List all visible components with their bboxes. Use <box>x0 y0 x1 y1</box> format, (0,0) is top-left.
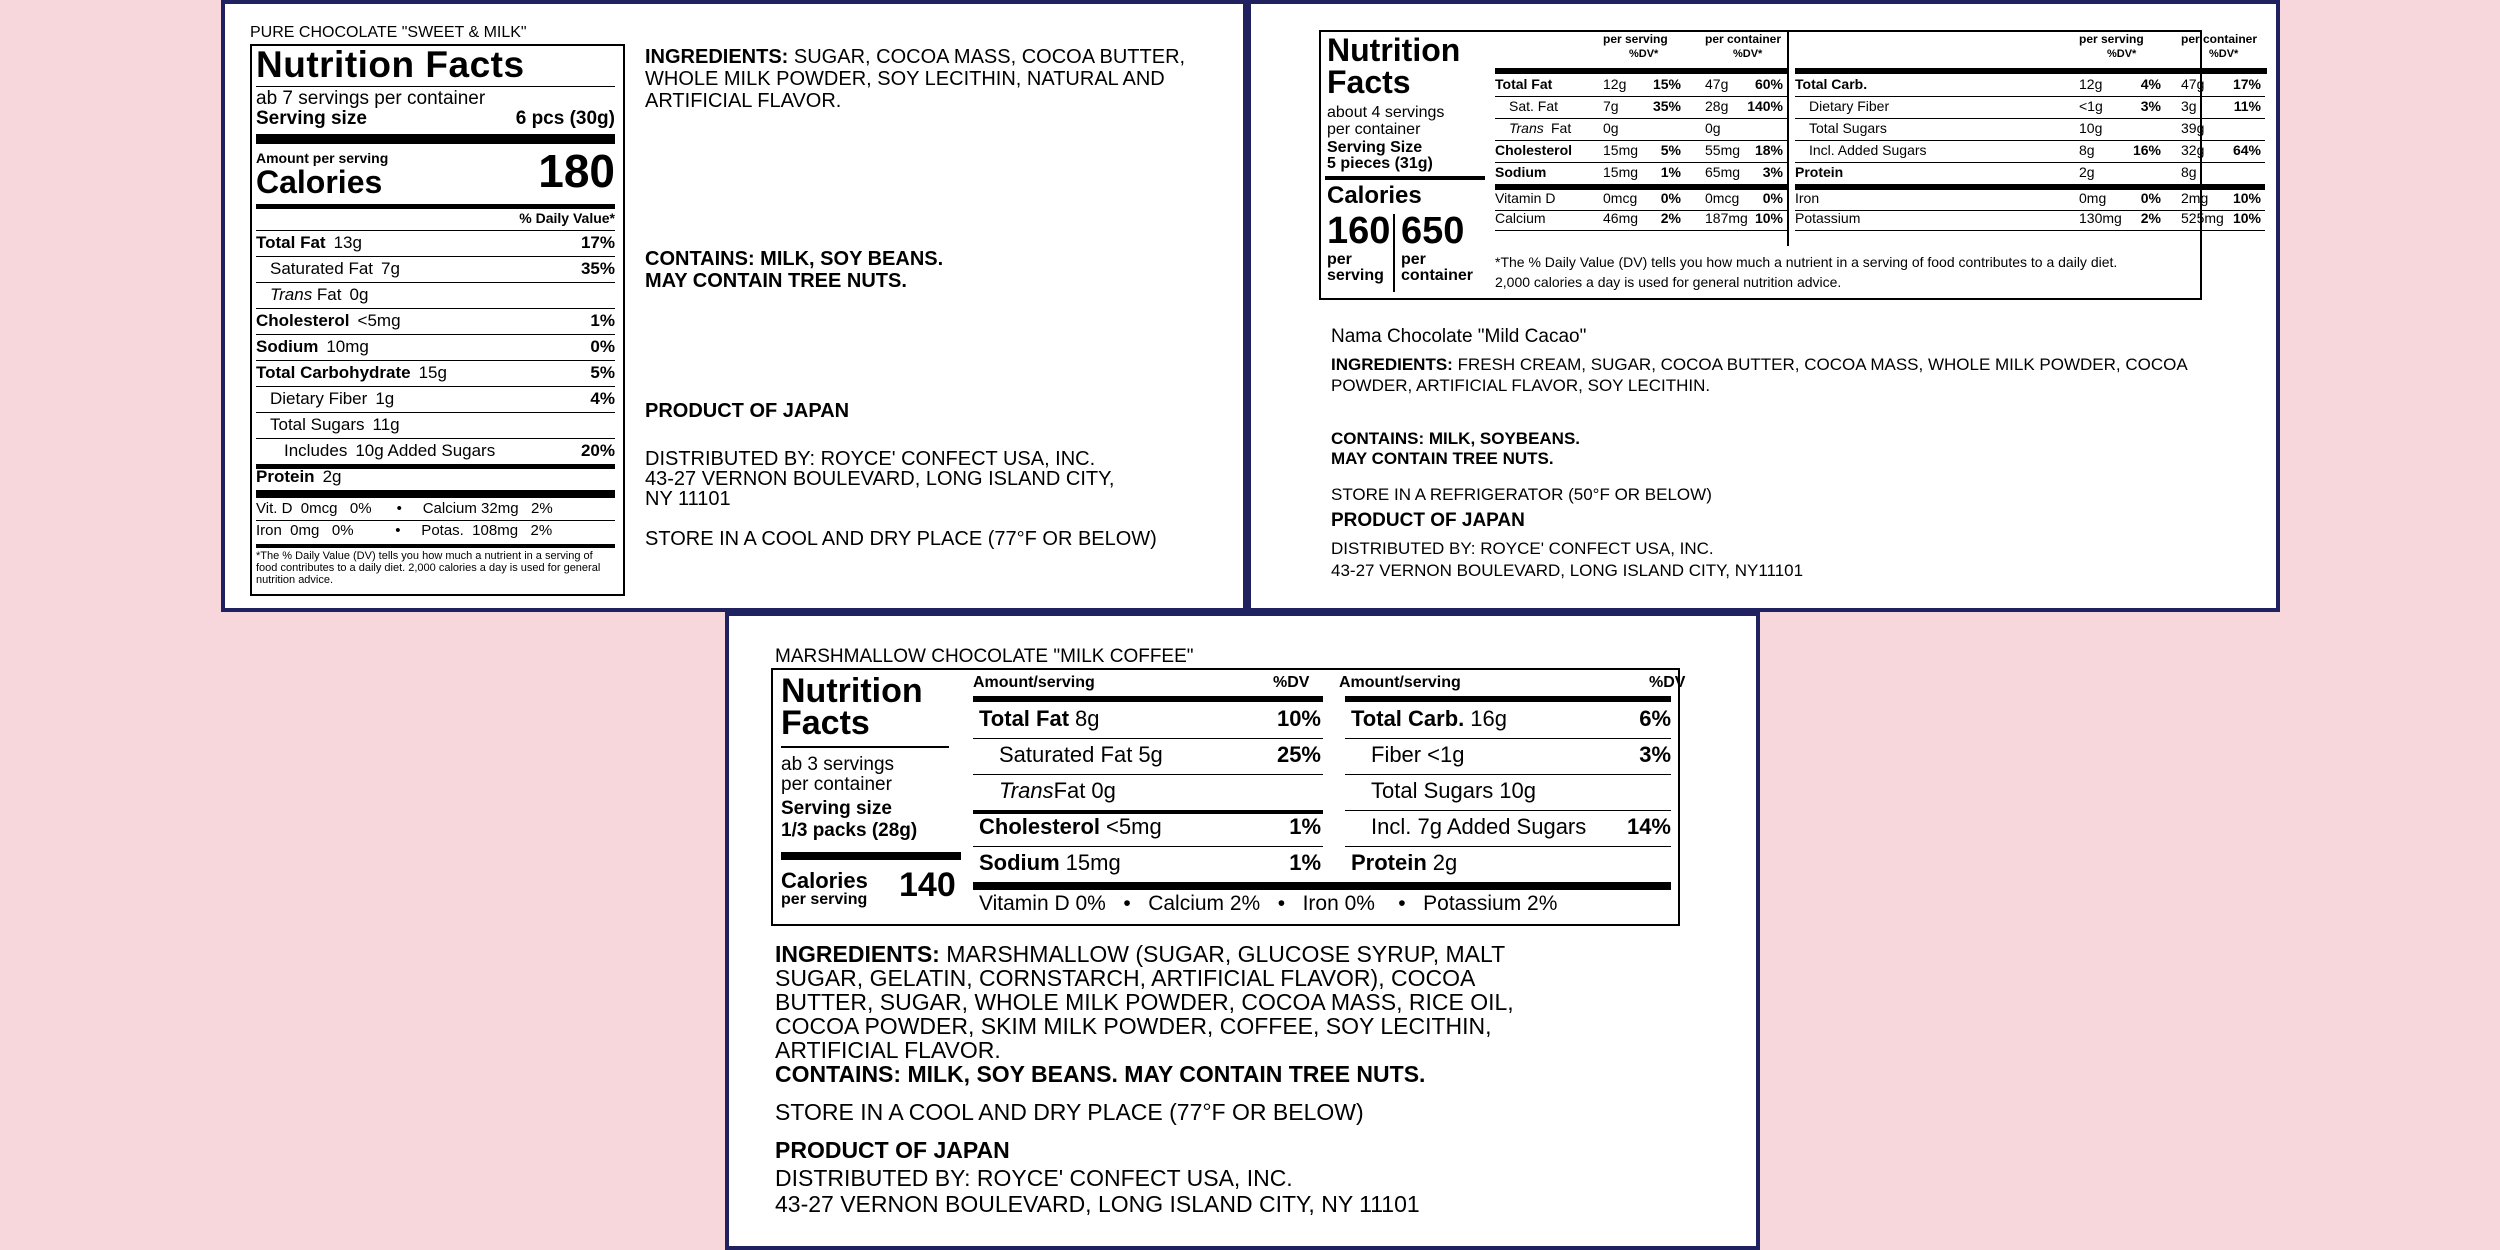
ingredients-block <box>645 46 1245 112</box>
nutrient-dv: 3% <box>1639 742 1671 767</box>
nutrient-label: Trans <box>270 285 313 304</box>
serving-dv: 35% <box>1652 98 1681 114</box>
product-title: Nama Chocolate "Mild Cacao" <box>1331 326 1587 347</box>
storage-instructions: STORE IN A REFRIGERATOR (50°F OR BELOW) <box>1331 485 1712 504</box>
servings-1: ab 3 servings <box>781 754 895 775</box>
dv-left: %DV <box>1273 674 1310 691</box>
serving-amount: 2g <box>2079 164 2095 180</box>
product-title: MARSHMALLOW CHOCOLATE "MILK COFFEE" <box>775 646 1194 667</box>
nutrition-facts-box <box>771 668 1686 926</box>
row-divider <box>1345 810 1671 811</box>
nutrient-dv: 1% <box>1289 850 1321 875</box>
serving-amount: 12g <box>2079 76 2103 92</box>
container-dv: 64% <box>2232 142 2261 158</box>
nutrient-dv: 4% <box>590 389 615 408</box>
nutrient-label: Total Fat <box>256 233 326 252</box>
hdr-dv-left-2: %DV* <box>1733 48 1763 60</box>
row-divider <box>1495 230 1787 231</box>
nutrient-label: Iron <box>1795 190 1820 206</box>
nutrient-amount: 0g <box>349 285 369 304</box>
row-divider <box>1795 230 2265 231</box>
nutrient-amount: 8g <box>1075 706 1100 731</box>
serving-dv: 2% <box>2140 210 2161 226</box>
row-divider <box>1795 140 2265 141</box>
nutrient-dv: 5% <box>590 363 615 382</box>
container-amount: 47g <box>1705 76 1729 92</box>
ingredients-line-4: COCOA POWDER, SKIM MILK POWDER, COFFEE, SOY LECITHIN, <box>775 1013 1492 1039</box>
distributor-line-3: NY 11101 <box>645 488 731 510</box>
storage-instructions: STORE IN A COOL AND DRY PLACE (77°F OR BELOW) <box>775 1099 1364 1125</box>
ingredients-block <box>1331 354 2231 396</box>
nutrient-amount: 10g <box>1499 778 1537 803</box>
row-divider <box>1495 96 1787 97</box>
serving-dv: 15% <box>1652 76 1681 92</box>
calories-label: Calories <box>781 868 868 893</box>
nutrient-amount: 15g <box>418 363 447 382</box>
serving-amount: 15mg <box>1603 142 1639 158</box>
header-bar-left <box>1495 68 1787 74</box>
label-pure-chocolate <box>221 0 1247 612</box>
nutrient-dv: 25% <box>1276 742 1321 767</box>
per-serving-2: serving <box>1327 267 1384 284</box>
container-amount: 3g <box>2181 98 2197 114</box>
ingredients-label: INGREDIENTS: <box>1331 355 1453 374</box>
nutrient-row <box>256 310 615 332</box>
nutrient-label: Vitamin D <box>1495 190 1556 206</box>
row-divider <box>1795 118 2265 119</box>
container-amount: 0mcg <box>1705 190 1740 206</box>
nutrient-label: Trans <box>999 778 1054 803</box>
container-dv: 17% <box>2232 76 2261 92</box>
container-amount: 32g <box>2181 142 2205 158</box>
nutrient-amount: 10mg <box>326 337 369 356</box>
label-nama-chocolate <box>1247 0 2280 612</box>
nf-heading-2: Facts <box>781 704 870 742</box>
nutrient-row <box>256 440 615 462</box>
distributor-line-2: 43-27 VERNON BOULEVARD, LONG ISLAND CITY, <box>645 468 1115 490</box>
nutrient-label: Dietary Fiber <box>270 389 368 408</box>
row-divider <box>1495 140 1787 141</box>
serving-amount: 46mg <box>1603 210 1639 226</box>
nutrient-amount: 13g <box>333 233 362 252</box>
container-dv: 10% <box>1754 210 1783 226</box>
contains-line: CONTAINS: MILK, SOY BEANS. MAY CONTAIN TREE NUTS. <box>775 1061 1426 1087</box>
nutrient-row <box>256 362 615 384</box>
nutrient-dv: 17% <box>580 233 615 252</box>
nf-heading-1: Nutrition <box>1327 32 1461 68</box>
product-title: PURE CHOCOLATE "SWEET & MILK" <box>250 24 527 41</box>
nutrient-label: Sat. Fat <box>1509 98 1559 114</box>
nutrient-amount: 16g <box>1470 706 1507 731</box>
servings-1: about 4 servings <box>1327 104 1445 121</box>
nutrient-label: Total Carbohydrate <box>256 363 411 382</box>
servings-2: per container <box>781 774 892 795</box>
hdr-dv-right-2: %DV* <box>2209 48 2239 60</box>
nutrient-row <box>256 466 615 488</box>
nutrient-row <box>256 388 615 410</box>
distributor-line-1: DISTRIBUTED BY: ROYCE' CONFECT USA, INC. <box>1331 539 1714 558</box>
hdr-per-container-left: per container <box>1705 32 1782 46</box>
nutrient-amount: 5g <box>1138 742 1163 767</box>
nutrient-label: Total Fat <box>1495 76 1553 92</box>
nutrient-label: Sodium <box>1495 164 1547 180</box>
row-divider <box>256 386 615 387</box>
container-amount: 0g <box>1705 120 1721 136</box>
hdr-dv-right-1: %DV* <box>2107 48 2137 60</box>
serving-dv: 0% <box>1660 190 1681 206</box>
nutrient-dv: 20% <box>580 441 615 460</box>
nutrient-dv: 0% <box>590 337 615 356</box>
nutrient-dv: 10% <box>1276 706 1321 731</box>
row-divider <box>1495 118 1787 119</box>
calories-value: 180 <box>538 145 615 197</box>
serving-dv: 3% <box>2140 98 2161 114</box>
nutrient-dv: 35% <box>580 259 615 278</box>
footnote-1: *The % Daily Value (DV) tells you how much a nutrient in a serving of food contributes to a daily diet. <box>1495 254 2118 270</box>
nutrient-label: Saturated Fat <box>270 259 374 278</box>
nutrient-label: Sodium <box>256 337 319 356</box>
row-divider <box>1345 774 1671 775</box>
nutrient-label: Cholesterol <box>256 311 350 330</box>
row-divider <box>256 256 615 257</box>
nutrient-label: Total Sugars <box>270 415 365 434</box>
nutrient-label: Total Fat <box>979 706 1070 731</box>
nutrient-dv: 1% <box>1289 814 1321 839</box>
servings-per-container: ab 7 servings per container <box>256 88 486 109</box>
row-divider <box>1795 162 2265 163</box>
serving-amount: <1g <box>2079 98 2103 114</box>
container-amount: 39g <box>2181 120 2205 136</box>
serving-amount: 8g <box>2079 142 2095 158</box>
nutrient-label: Total Sugars <box>1809 120 1887 136</box>
row-divider <box>1345 738 1671 739</box>
serving-amount: 7g <box>1603 98 1619 114</box>
contains-line-2: MAY CONTAIN TREE NUTS. <box>645 270 907 292</box>
nutrient-label: Incl. Added Sugars <box>1809 142 1927 158</box>
nutrition-facts-box <box>1319 30 2261 300</box>
nutrient-label: Potassium <box>1795 210 1861 226</box>
nutrient-label: Cholesterol <box>979 814 1101 839</box>
nutrient-label-suffix: Fat <box>312 285 342 304</box>
row-divider <box>1345 846 1671 847</box>
row-divider <box>256 438 615 439</box>
row-divider <box>973 738 1323 739</box>
calories-value: 140 <box>899 866 956 904</box>
serving-amount: 12g <box>1603 76 1627 92</box>
distributor-line-2: 43-27 VERNON BOULEVARD, LONG ISLAND CITY, NY11101 <box>1331 561 1804 580</box>
ingredients-line-1: MARSHMALLOW (SUGAR, GLUCOSE SYRUP, MALT <box>939 941 1506 967</box>
storage-instructions: STORE IN A COOL AND DRY PLACE (77°F OR BELOW) <box>645 528 1157 550</box>
serving-size-value: 6 pcs (30g) <box>515 108 615 129</box>
footnote: *The % Daily Value (DV) tells you how much a nutrient in a serving of food contributes to a daily diet. 2,000 calories a day is used for general nutrition advice. <box>256 550 601 586</box>
dv-right: %DV <box>1649 674 1686 691</box>
row-divider <box>256 360 615 361</box>
nutrient-label: Protein <box>1795 164 1844 180</box>
ingredients-text: FRESH CREAM, SUGAR, COCOA BUTTER, COCOA MASS, WHOLE MILK POWDER, COCOA POWDER, ARTIFICIAL FLAVOR, SOY LECITHIN. <box>1331 355 2187 395</box>
nutrient-amount: <5mg <box>1106 814 1162 839</box>
nutrient-amount: 0g <box>1091 778 1116 803</box>
nutrient-amount: 2g <box>1432 850 1458 875</box>
ingredients-line-5: ARTIFICIAL FLAVOR. <box>775 1037 1001 1063</box>
container-amount: 525mg <box>2181 210 2224 226</box>
amount-serving-right: Amount/serving <box>1339 674 1461 691</box>
serving-size-value: 5 pieces (31g) <box>1327 155 1433 172</box>
serving-amount: 0g <box>1603 120 1619 136</box>
row-divider <box>256 282 615 283</box>
contains-line-1: CONTAINS: MILK, SOYBEANS. <box>1331 429 1581 448</box>
nutrient-dv: 14% <box>1626 814 1671 839</box>
nf-heading-2: Facts <box>1327 64 1411 100</box>
nutrient-label: Dietary Fiber <box>1809 98 1890 114</box>
per-container-1: per <box>1401 251 1426 268</box>
nutrient-label: Total Sugars <box>1371 778 1494 803</box>
ingredients-block <box>775 942 1735 966</box>
serving-size-label: Serving size <box>781 798 892 819</box>
nutrient-amount: <1g <box>1427 742 1465 767</box>
serving-dv: 1% <box>1660 164 1681 180</box>
per-serving: per serving <box>781 891 868 908</box>
nf-heading-1: Nutrition <box>781 672 923 710</box>
amount-serving-left: Amount/serving <box>973 674 1095 691</box>
container-amount: 187mg <box>1705 210 1748 226</box>
container-dv: 0% <box>1762 190 1783 206</box>
nutrition-facts-box <box>250 44 625 596</box>
ingredients-line-2: SUGAR, GELATIN, CORNSTARCH, ARTIFICIAL FLAVOR), COCOA <box>775 965 1476 991</box>
nutrient-row <box>256 284 615 306</box>
calories-label: Calories <box>256 164 383 200</box>
per-container-2: container <box>1401 267 1474 284</box>
product-origin: PRODUCT OF JAPAN <box>1331 510 1525 531</box>
container-dv: 3% <box>1762 164 1783 180</box>
hdr-per-serving-left: per serving <box>1603 32 1668 46</box>
nutrient-label: Total Carb. <box>1795 76 1868 92</box>
serving-amount: 130mg <box>2079 210 2122 226</box>
nf-heading: Nutrition Facts <box>256 44 525 85</box>
ingredients-label: INGREDIENTS: <box>645 46 789 68</box>
nutrient-label: Trans <box>1509 120 1544 136</box>
nutrient-amount: 2g <box>322 467 342 486</box>
container-amount: 47g <box>2181 76 2205 92</box>
nutrient-amount: 7g <box>381 259 400 278</box>
nutrient-label-suffix: Fat <box>1053 778 1086 803</box>
container-amount: 8g <box>2181 164 2197 180</box>
dv-header: % Daily Value* <box>519 210 615 226</box>
label-marshmallow-chocolate <box>725 612 1760 1250</box>
row-divider <box>1495 162 1787 163</box>
container-dv: 10% <box>2232 210 2261 226</box>
nutrient-row <box>256 336 615 358</box>
vitamin-line-1: Vit. D 0mcg 0% • Calcium 32mg 2% <box>256 500 553 517</box>
serving-dv: 0% <box>2140 190 2161 206</box>
nutrient-dv: 1% <box>590 311 615 330</box>
header-bar-right <box>1795 68 2267 74</box>
nutrient-label: Calcium <box>1495 210 1546 226</box>
row-divider <box>256 334 615 335</box>
serving-dv: 4% <box>2140 76 2161 92</box>
serving-size-value: 1/3 packs (28g) <box>781 820 918 841</box>
container-dv: 60% <box>1754 76 1783 92</box>
serving-amount: 10g <box>2079 120 2103 136</box>
nutrient-row <box>256 232 615 254</box>
serving-amount: 0mg <box>2079 190 2107 206</box>
nutrient-label: Saturated Fat <box>999 742 1133 767</box>
row-divider <box>973 774 1323 775</box>
ingredients-text: SUGAR, COCOA MASS, COCOA BUTTER, WHOLE MILK POWDER, SOY LECITHIN, NATURAL AND ARTIFICIAL FLAVOR. <box>645 46 1186 112</box>
nutrient-row <box>256 258 615 280</box>
nutrient-label: Protein <box>256 467 315 486</box>
nutrient-amount: 11g <box>372 415 400 434</box>
container-amount: 2mg <box>2181 190 2209 206</box>
serving-amount: 0mcg <box>1603 190 1638 206</box>
per-serving-1: per <box>1327 251 1352 268</box>
ingredients-label: INGREDIENTS: <box>775 941 940 967</box>
vitamins-line: Vitamin D 0% • Calcium 2% • Iron 0% • Potassium 2% <box>979 892 1558 915</box>
nutrient-dv: 6% <box>1639 706 1671 731</box>
nutrient-amount: 10g Added Sugars <box>355 441 496 460</box>
servings-2: per container <box>1327 121 1421 138</box>
serving-dv: 5% <box>1660 142 1681 158</box>
hdr-per-container-right: per container <box>2181 32 2258 46</box>
product-origin: PRODUCT OF JAPAN <box>775 1137 1010 1163</box>
calories-per-container: 650 <box>1401 210 1465 252</box>
distributor-line-1: DISTRIBUTED BY: ROYCE' CONFECT USA, INC. <box>645 448 1096 470</box>
container-dv: 18% <box>1754 142 1783 158</box>
calories-per-serving: 160 <box>1327 210 1391 252</box>
serving-size-label: Serving Size <box>1327 139 1423 156</box>
nutrient-row <box>256 414 615 436</box>
container-amount: 65mg <box>1705 164 1741 180</box>
row-divider <box>973 846 1323 847</box>
nutrient-label: Sodium <box>979 850 1060 875</box>
serving-dv: 16% <box>2132 142 2161 158</box>
container-amount: 55mg <box>1705 142 1741 158</box>
footnote-2: 2,000 calories a day is used for general nutrition advice. <box>1495 274 1842 290</box>
amount-per-serving: Amount per serving <box>256 150 389 166</box>
hdr-dv-left-1: %DV* <box>1629 48 1659 60</box>
nutrient-label: Cholesterol <box>1495 142 1573 158</box>
contains-line-2: MAY CONTAIN TREE NUTS. <box>1331 449 1554 468</box>
nutrient-label: Protein <box>1351 850 1427 875</box>
calories-label: Calories <box>1327 182 1422 209</box>
row-divider <box>256 412 615 413</box>
hdr-per-serving-right: per serving <box>2079 32 2144 46</box>
container-dv: 11% <box>2233 98 2261 114</box>
nutrient-amount: <5mg <box>357 311 401 330</box>
distributor-line-1: DISTRIBUTED BY: ROYCE' CONFECT USA, INC. <box>775 1165 1293 1191</box>
container-dv: 10% <box>2232 190 2261 206</box>
container-dv: 140% <box>1747 98 1783 114</box>
nutrient-label: Incl. 7g Added Sugars <box>1371 814 1587 839</box>
nutrient-label: Includes <box>284 441 348 460</box>
nutrient-label: Fiber <box>1371 742 1422 767</box>
ingredients-line-3: BUTTER, SUGAR, WHOLE MILK POWDER, COCOA MASS, RICE OIL, <box>775 989 1514 1015</box>
serving-size-label: Serving size <box>256 108 367 129</box>
contains-line-1: CONTAINS: MILK, SOY BEANS. <box>645 248 944 270</box>
serving-amount: 15mg <box>1603 164 1639 180</box>
nutrient-amount: 15mg <box>1065 850 1121 875</box>
nutrient-label: Total Carb. <box>1351 706 1465 731</box>
row-divider <box>1795 96 2265 97</box>
vitamin-line-2: Iron 0mg 0% • Potas. 108mg 2% <box>256 522 553 539</box>
serving-dv: 2% <box>1660 210 1681 226</box>
nutrient-amount: 1g <box>375 389 395 408</box>
nutrient-label-suffix: Fat <box>1551 120 1572 136</box>
distributor-line-2: 43-27 VERNON BOULEVARD, LONG ISLAND CITY, NY 11101 <box>775 1191 1420 1217</box>
row-divider <box>256 308 615 309</box>
product-origin: PRODUCT OF JAPAN <box>645 400 850 422</box>
container-amount: 28g <box>1705 98 1729 114</box>
